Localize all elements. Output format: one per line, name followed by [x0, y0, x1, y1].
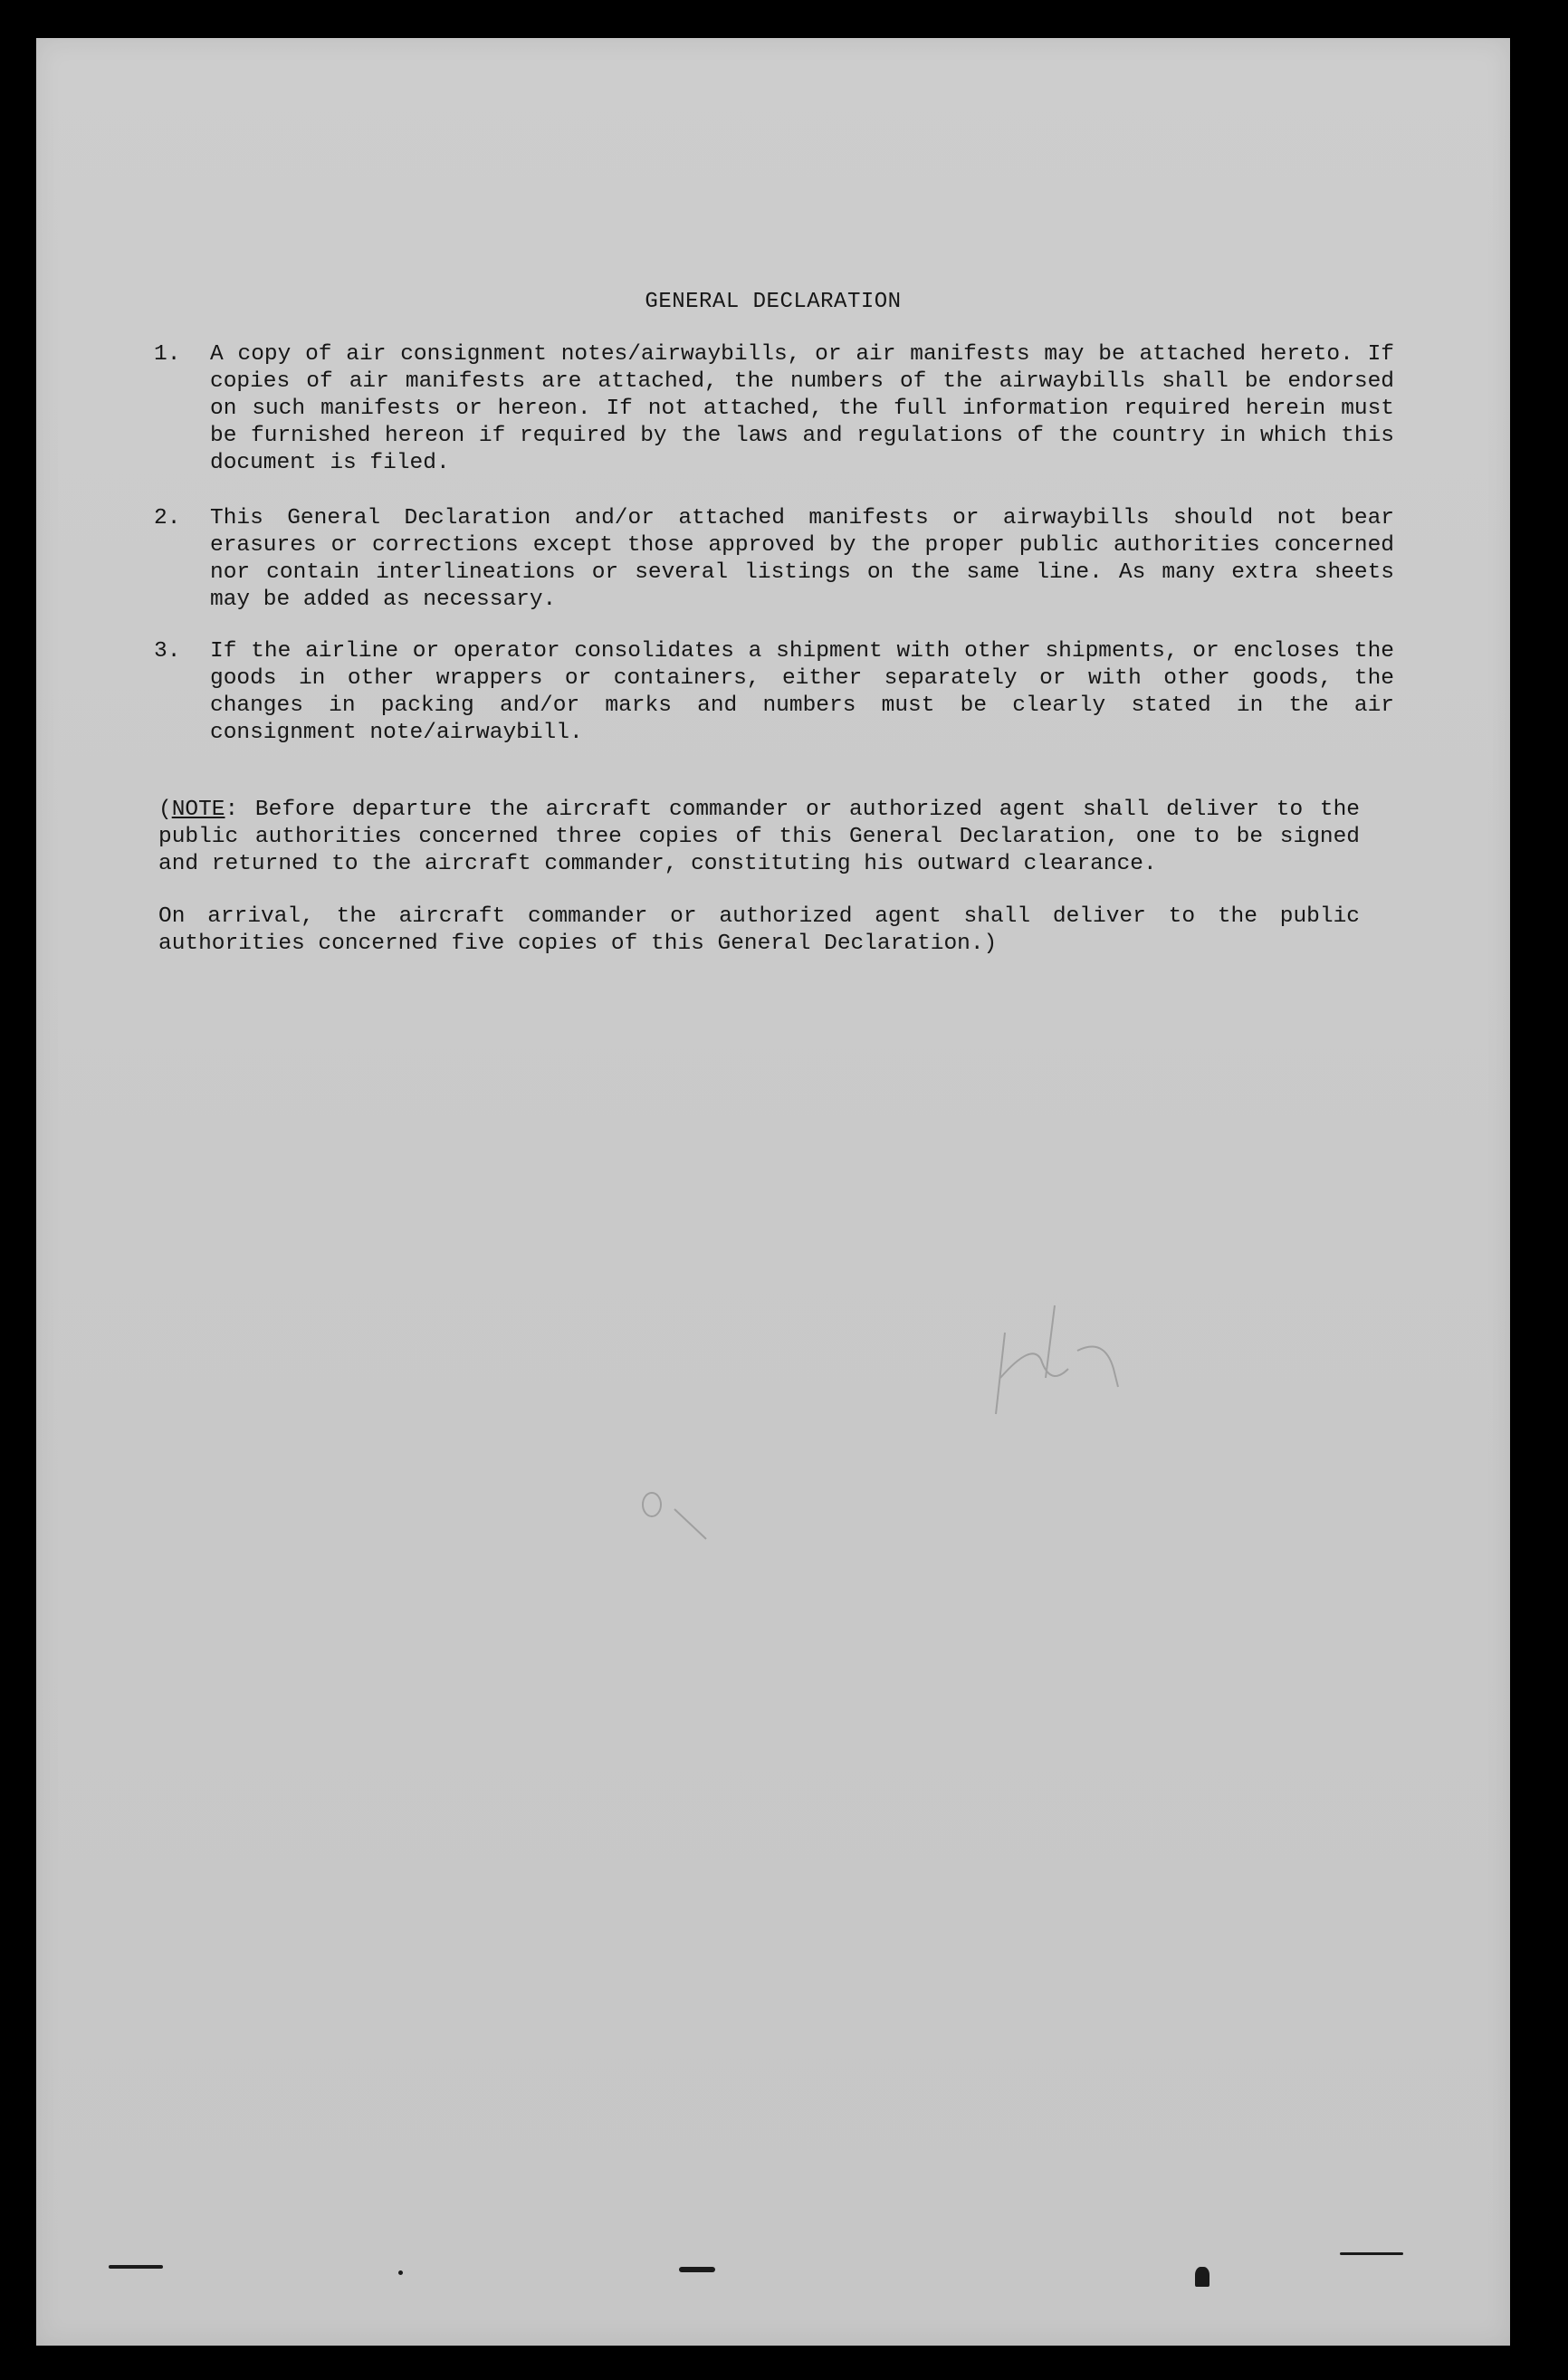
- pencil-mark: [969, 1251, 1132, 1432]
- scan-speck: [109, 2265, 163, 2269]
- item-text: If the airline or operator consolidates a shipment with other shipments, or encloses the goods in other wrappers or containers, either separately or with other goods, the changes in packing and/or marks and numbers must be clearly stated in the air consignment note/airwaybill.: [210, 639, 1394, 745]
- declaration-item-3: [154, 638, 1394, 747]
- item-number: 2.: [154, 506, 181, 530]
- scan-speck: [679, 2267, 715, 2272]
- document-page: [36, 38, 1510, 2346]
- declaration-item-1: [154, 341, 1394, 477]
- note-open-paren: (: [158, 798, 172, 822]
- item-number: 3.: [154, 639, 181, 664]
- item-text: This General Declaration and/or attached manifests or airwaybills should not bear erasures or corrections except those approved by the proper public authorities concerned nor contain interlineations or several listings on the same line. As many extra sheets may be added as necessary.: [210, 506, 1394, 612]
- note-paragraph: [158, 797, 1360, 878]
- arrival-paragraph: On arrival, the aircraft commander or authorized agent shall deliver to the public authorities concerned five copies of this General Declaration.): [158, 904, 1360, 956]
- note-text: Before departure the aircraft commander or authorized agent shall deliver to the public authorities concerned three copies of this General Declaration, one to be signed and returned to the aircraft commander, constituting his outward clearance.: [158, 798, 1360, 876]
- item-text: A copy of air consignment notes/airwaybills, or air manifests may be attached hereto. If copies of air manifests are attached, the numbers of the airwaybills shall be endorsed on such manifests or hereon. If not attached, the full information required herein must be furnished hereon if required by the laws and regulations of the country in which this document is filed.: [210, 342, 1394, 475]
- item-number: 1.: [154, 342, 181, 367]
- pencil-stroke-mark: [634, 1486, 715, 1541]
- declaration-item-2: [154, 505, 1394, 614]
- scan-speck: [398, 2270, 403, 2275]
- scan-speck: [1340, 2252, 1403, 2255]
- note-label: NOTE: [171, 798, 225, 822]
- scan-speck: [1195, 2267, 1209, 2287]
- note-colon: :: [225, 798, 239, 822]
- document-title: GENERAL DECLARATION: [645, 290, 902, 314]
